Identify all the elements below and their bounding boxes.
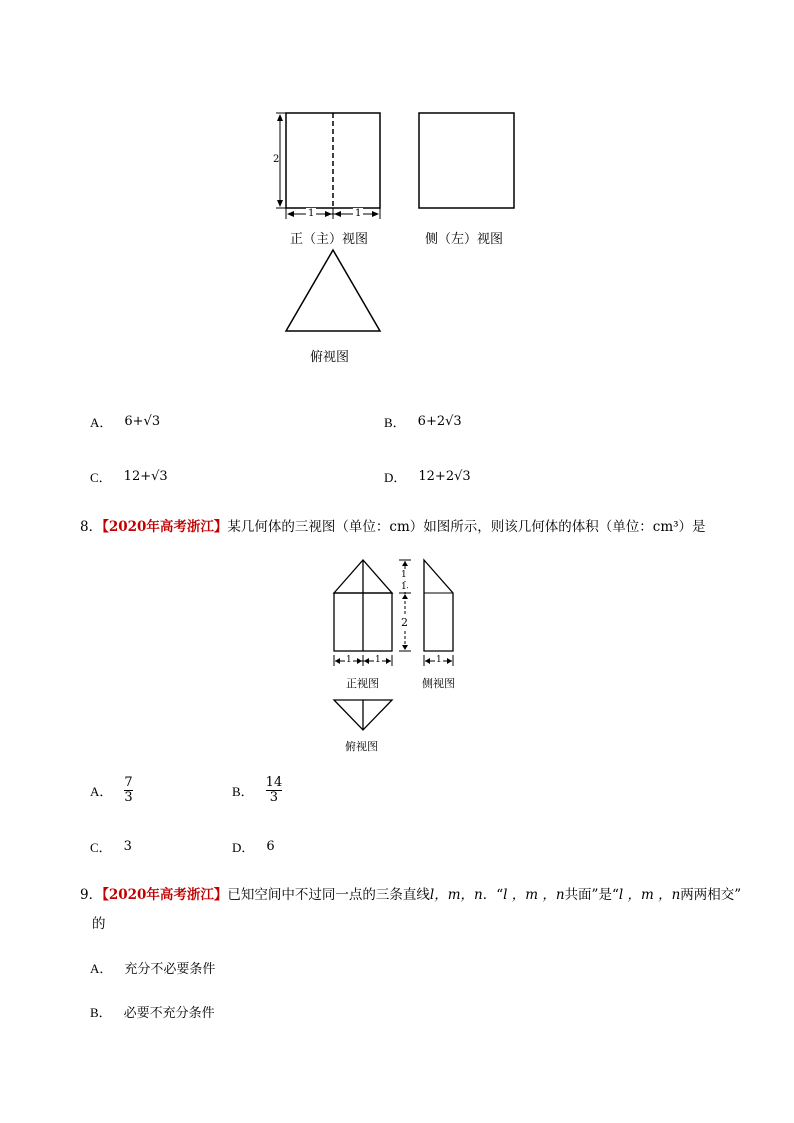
q8-text: 某几何体的三视图（单位：cm）如图所示，则该几何体的体积（单位：cm³）是 <box>227 519 706 535</box>
q7-option-a[interactable]: A． 6+√3 <box>90 414 161 430</box>
q8-option-a-fraction: $\frac{7}{3}$ <box>124 775 133 805</box>
q7-option-c-text: 12+√3 <box>123 469 168 484</box>
q8-number: 8． <box>80 519 103 535</box>
q7-option-c[interactable]: C． 12+√3 <box>90 469 168 485</box>
front-width-label-left: 1 <box>346 655 352 665</box>
height-dimension-label: 2 <box>401 616 408 629</box>
q9-stem-line2: 的 <box>92 916 106 932</box>
q7-option-b[interactable]: B． 6+2√3 <box>384 414 462 430</box>
width-dimension-label-left: 1 <box>308 208 315 219</box>
q9-source: 【2020年高考浙江】 <box>102 887 228 903</box>
front-width-label-right: 1 <box>375 655 381 665</box>
front-view-label: 正视图 <box>346 677 379 690</box>
q9-option-a-text: 充分不必要条件 <box>124 962 216 977</box>
side-view-label: 侧视图 <box>422 677 455 690</box>
top-view-label: 俯视图 <box>345 740 378 753</box>
height-dimension-label: 2 <box>273 154 280 165</box>
side-view-shape <box>424 560 453 651</box>
q9-option-b[interactable]: B． 必要不充分条件 <box>90 1002 215 1021</box>
side-width-label: 1 <box>436 655 442 665</box>
q8-option-b[interactable]: B． $\frac{14}{3}$ <box>232 775 283 805</box>
top-dimension-label: 1 <box>401 570 407 580</box>
side-view-label: 侧（左）视图 <box>425 232 504 247</box>
q8-option-c-text: 3 <box>123 839 132 854</box>
q8-option-d-text: 6 <box>266 839 275 854</box>
q9-stem: 9．【2020年高考浙江】已知空间中不过同一点的三条直线l，m，n．“l ，m ，n共面”是“l ，m ，n两两相交” <box>80 887 742 903</box>
q9-option-a[interactable]: A． 充分不必要条件 <box>90 958 215 977</box>
q7-option-a-text: 6+√3 <box>124 414 161 429</box>
q8-option-c[interactable]: C． 3 <box>90 839 132 855</box>
top-view-label: 俯视图 <box>310 350 350 365</box>
q8-option-b-fraction: $\frac{14}{3}$ <box>265 775 283 805</box>
q7-option-d[interactable]: D． 12+2√3 <box>384 469 471 485</box>
q9-number: 9． <box>80 887 103 903</box>
q9-option-b-text: 必要不充分条件 <box>123 1006 215 1021</box>
front-view-label: 正（主）视图 <box>290 232 369 247</box>
q7-option-b-text: 6+2√3 <box>417 414 462 429</box>
q7-option-d-text: 12+2√3 <box>418 469 471 484</box>
mid-dimension-label: 1 <box>401 582 407 592</box>
width-dimension-label-right: 1 <box>355 208 362 219</box>
q8-option-a[interactable]: A． $\frac{7}{3}$ <box>90 775 133 805</box>
q8-option-d[interactable]: D． 6 <box>232 839 275 855</box>
q8-source: 【2020年高考浙江】 <box>102 519 228 535</box>
